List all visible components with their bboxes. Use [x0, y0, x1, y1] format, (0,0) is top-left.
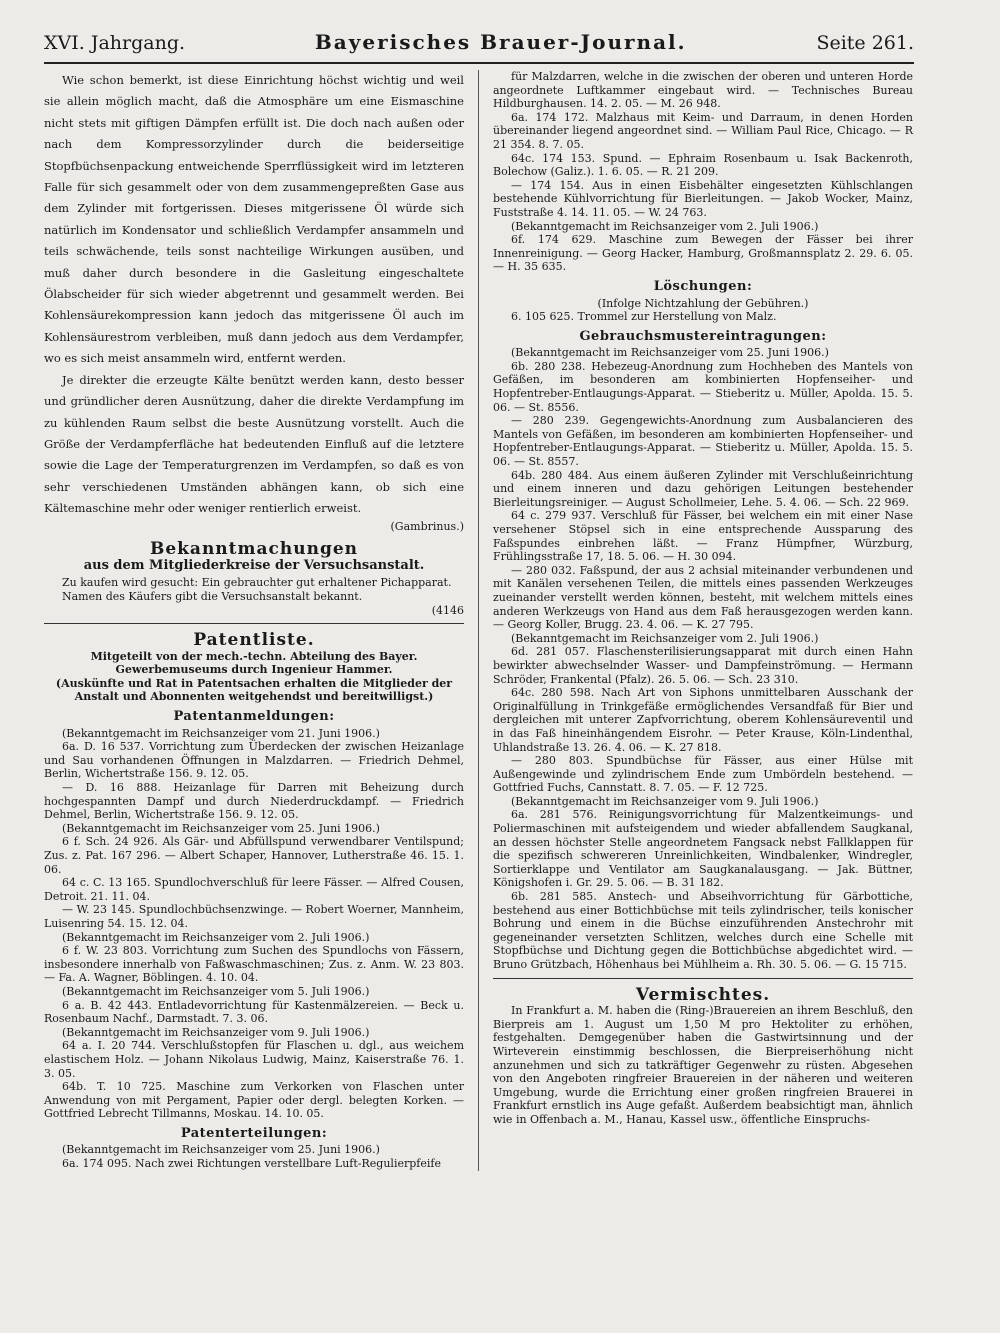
list-item: 64b. T. 10 725. Maschine zum Verkorken von Flaschen unter Anwendung von mit Pergament, Papier oder dergl. belegten Korken. — Gottfried Lebrecht Tillmanns, Moskau. 14. 10. 05.	[44, 1080, 464, 1121]
list-item: 64 c. C. 13 165. Spundlochverschluß für leere Fässer. — Alfred Cousen, Detroit. 21. 11. 04.	[44, 876, 464, 903]
list-item: 64c. 280 598. Nach Art von Siphons unmittelbaren Ausschank der Originalfüllung in Trinkgefäße ermöglichendes Versandfaß für Bier und dergleichen mit unterer Zapfvorrichtung, oberem Kohlensäureventil und in das Faß hineinhängendem Eisrohr. — Peter Krause, Köln-Lindenthal, Uhlandstraße 13. 26. 4. 06. — K. 27 818.	[493, 686, 913, 754]
list-item: 6b. 281 585. Anstech- und Abseihvorrichtung für Gärbottiche, bestehend aus einer Bottichbüchse mit teils zylindrischer, teils konischer Bohrung und einem in die Büchse einzuführenden Anstechrohr mit gegeneinander versetzten Schlitzen, welches durch eine Schelle mit Stopfbüchse und Dichtung gegen die Bottichbüchse abgedichtet wird. — Bruno Grützbach, Höhenhaus bei Mühlheim a. Rh. 30. 5. 06. — G. 15 715.	[493, 890, 913, 971]
page-header	[44, 30, 914, 64]
list-item: (Bekanntgemacht im Reichsanzeiger vom 2. Juli 1906.)	[511, 219, 819, 233]
list-item: 6 a. B. 42 443. Entladevorrichtung für Kastenmälzereien. — Beck u. Rosenbaum Nachf., Darmstadt. 7. 3. 06.	[44, 998, 464, 1026]
volume-label: XVI. Jahrgang.	[44, 32, 186, 54]
list-item: 6b. 280 238. Hebezeug-Anordnung zum Hochheben des Mantels von Gefäßen, im besonderen am kombinierten Hopfenseiher- und Hopfentreber-Entlaugungs-Apparat. — Stieberitz u. Müller, Apolda. 15. 5. 06. — St. 8556.	[493, 359, 913, 414]
divider	[44, 623, 464, 624]
announcements-subheading: aus dem Mitgliederkreise der Versuchsanstalt.	[83, 557, 425, 573]
list-item: (Bekanntgemacht im Reichsanzeiger vom 25. Juni 1906.)	[511, 346, 829, 360]
patent-list-heading: Patentliste.	[193, 630, 315, 651]
announcement-text: Zu kaufen wird gesucht: Ein gebrauchter gut erhaltener Pichapparat.	[62, 576, 452, 590]
patent-info-note: (Auskünfte und Rat in Patentsachen erhalten die Mitglieder der Anstalt und Abonnenten weitgehendst und bereitwilligst.)	[55, 676, 453, 704]
article-source: (Gambrinus.)	[390, 519, 464, 533]
list-item: — 280 803. Spundbüchse für Fässer, aus einer Hülse mit Außengewinde und zylindrischem Ende zum Umbördeln bestehend. — Gottfried Fuchs, Cannstatt. 8. 7. 05. — F. 12 725.	[493, 754, 913, 795]
page-number: Seite 261.	[816, 32, 914, 54]
patent-grants-heading: Patenterteilungen:	[180, 1125, 328, 1141]
list-item: (Bekanntgemacht im Reichsanzeiger vom 9. Juli 1906.)	[62, 1025, 370, 1039]
list-item: 6a. 281 576. Reinigungsvorrichtung für Malzentkeimungs- und Poliermaschinen mit aufsteigendem und wieder abfallendem Saugkanal, an dessen höchster Stelle angeordnetem Fangsack nebst Fallklappen für die spezifisch schwereren Unreinlichkeiten, Windbalenker, Windregler, Sortierklappe und Ventilator am Saugkanalausgang. — Jak. Büttner, Königshofen i. Gr. 29. 5. 06. — B. 31 182.	[493, 808, 913, 890]
list-item: (Bekanntgemacht im Reichsanzeiger vom 5. Juli 1906.)	[62, 984, 370, 998]
list-item: 6a. 174 172. Malzhaus mit Keim- und Darraum, in denen Horden übereinander liegend angeordnet sind. — William Paul Rice, Chicago. — R 21 354. 8. 7. 05.	[493, 110, 913, 151]
list-item: 6f. 174 629. Maschine zum Bewegen der Fässer bei ihrer Innenreinigung. — Georg Hacker, Hamburg, Großmannsplatz 2. 29. 6. 05. — H. 35 635.	[493, 233, 913, 274]
list-item: (Bekanntgemacht im Reichsanzeiger vom 25. Juni 1906.)	[62, 821, 380, 835]
list-item: 6a. D. 16 537. Vorrichtung zum Überdecken der zwischen Heizanlage und Sau vorhandenen Öffnungen in Malzdarren. — Friedrich Dehmel, Berlin, Wichertstraße 156. 9. 12. 05.	[44, 740, 464, 781]
list-item: 6 f. Sch. 24 926. Als Gär- und Abfüllspund verwendbarer Ventilspund; Zus. z. Pat. 167 296. — Albert Schaper, Hannover, Lutherstraße 46. 15. 1. 06.	[44, 835, 464, 876]
list-item: (Bekanntgemacht im Reichsanzeiger vom 2. Juli 1906.)	[62, 930, 370, 944]
utility-models-heading: Gebrauchsmustereintragungen:	[579, 328, 827, 344]
list-item: 64 a. I. 20 744. Verschlußstopfen für Flaschen u. dgl., aus weichem elastischem Holz. — Johann Nikolaus Ludwig, Mainz, Kaiserstraße 76. 1. 3. 05.	[44, 1039, 464, 1080]
journal-title: Bayerisches Brauer-Journal.	[314, 30, 687, 54]
list-item: für Malzdarren, welche in die zwischen der oberen und unteren Horde angeordnete Luftkammer eingebaut wird. — Technisches Bureau Hildburghausen. 14. 2. 05. — M. 26 948.	[493, 70, 913, 111]
list-item: — 280 032. Faßspund, der aus 2 achsial miteinander verbundenen und mit Kanälen versehenen Teilen, die mittels eines passenden Werkzeuges zueinander verstellt werden können, besteht, mit welchem mittels eines anderen Werkzeugs von Hand aus dem Faß herausgezogen werden kann. — Georg Koller, Brugg. 23. 4. 06. — K. 27 795.	[493, 563, 913, 632]
article-paragraph: Wie schon bemerkt, ist diese Einrichtung höchst wichtig und weil sie allein möglich macht, daß die Atmosphäre um eine Eismaschine nicht stets mit giftigen Dämpfen erfüllt ist. Die doch nach außen oder nach dem Kompressorzylinder durch die beiderseitige Stopfbüchsenpackung entweichende Sperrflüssigkeit wird im letzteren Falle für sich gesammelt oder von dem zusammengepreßten Gase aus dem Zylinder mit fortgerissen. Dieses mitgerissene Öl würde sich natürlich im Kondensator und schließlich Verdampfer ansammeln und teils schwächende, teils sonst nachteilige Wirkungen ausüben, und muß daher durch besondere in die Gasleitung eingeschaltete Ölabscheider für sich wieder abgetrennt und gesammelt werden. Bei Kohlensäurekompression kann jedoch das mitgerissene Öl auch im Kohlensäurestrom verbleiben, muß dann jedoch aus dem Verdampfer, wo es sich meist ansammeln wird, entfernt werden.	[44, 73, 464, 366]
list-item: — 280 239. Gegengewichts-Anordnung zum Ausbalancieren des Mantels von Gefäßen, im besonderen am kombinierten Hopfenseiher- und Hopfentreber-Entlaugungs-Apparat. — Stieberitz u. Müller, Apolda. 15. 5. 06. — St. 8557.	[493, 414, 913, 469]
list-item: — D. 16 888. Heizanlage für Darren mit Beheizung durch hochgespannten Dampf und durch Niederdruckdampf. — Friedrich Dehmel, Berlin, Wichertstraße 156. 9. 12. 05.	[44, 781, 464, 822]
list-item: — 174 154. Aus in einen Eisbehälter eingesetzten Kühlschlangen bestehende Kühlvorrichtung für Bierleitungen. — Jakob Wocker, Mainz, Fuststraße 4. 14. 11. 05. — W. 24 763.	[493, 178, 913, 219]
list-item: 64 c. 279 937. Verschluß für Fässer, bei welchem ein mit einer Nase versehener Stöpsel sich in eine entsprechende Aussparung des Faßspundes einbrehen läßt. — Franz Hümpfner, Würzburg, Frühlingsstraße 17, 18. 5. 06. — H. 30 094.	[493, 509, 913, 564]
left-column	[44, 70, 479, 1171]
list-item: (Bekanntgemacht im Reichsanzeiger vom 21. Juni 1906.)	[62, 726, 380, 740]
announcement-ref: (4146	[431, 603, 464, 617]
list-item: (Bekanntgemacht im Reichsanzeiger vom 25. Juni 1906.)	[62, 1143, 380, 1157]
article-paragraph: Je direkter die erzeugte Kälte benützt werden kann, desto besser und gründlicher deren Ausnützung, daher die direkte Verdampfung im zu kühlenden Raum selbst die beste Ausnützung vorstellt. Auch die Größe der Verdampferfläche hat bedeutenden Einfluß auf die letztere sowie die Lage der Temperaturgrenzen im Verdampfen, so daß es von sehr verschiedenen Umständen abhängen kann, ob sich eine Kältemaschine mehr oder weniger rentierlich erweist.	[44, 372, 464, 516]
list-item: 64b. 280 484. Aus einem äußeren Zylinder mit Verschlußeinrichtung und einem inneren und dazu gehörigen Leitungen bestehender Bierleitungsreiniger. — August Schollmeier, Lehe. 5. 4. 06. — Sch. 22 969.	[493, 468, 913, 509]
article-paragraph: In Frankfurt a. M. haben die (Ring-)Brauereien an ihrem Beschluß, den Bierpreis am 1. August um 1,50 M pro Hektoliter zu erhöhen, festgehalten. Demgegenüber haben die Gastwirtsinnung und der Wirteverein einstimmig beschlossen, die Bierpreiserhöhung nicht anzunehmen und sich zu tatkräftiger Gegenwehr zu rüsten. Abgesehen von den Angeboten ringfreier Brauereien in der näheren und weiteren Umgebung, wurde die Errichtung einer großen ringfreien Brauerei in Frankfurt ernstlich ins Auge gefaßt. Außerdem beabsichtigt man, ähnlich wie in Offenbach a. M., Hanau, Kassel usw., öffentliche Einspruchs-	[493, 1004, 913, 1126]
patent-applications-heading: Patentanmeldungen:	[173, 709, 335, 725]
columns	[44, 70, 914, 1171]
announcements-heading: Bekanntmachungen	[149, 539, 359, 560]
deletions-note: (Infolge Nichtzahlung der Gebühren.)	[597, 296, 809, 310]
list-item: 6. 105 625. Trommel zur Herstellung von Malz.	[511, 310, 777, 324]
list-item: — W. 23 145. Spundlochbüchsenzwinge. — Robert Woerner, Mannheim, Luisenring 54. 15. 12. 04.	[44, 903, 464, 930]
right-column	[479, 70, 913, 1171]
divider	[493, 978, 913, 979]
list-item: 6d. 281 057. Flaschensterilisierungsapparat mit durch einen Hahn bewirkter abwechselnder Wasser- und Dampfeinströmung. — Hermann Schröder, Frankental (Pfalz). 26. 5. 06. — Sch. 23 310.	[493, 645, 913, 686]
deletions-heading: Löschungen:	[653, 278, 753, 294]
announcement-text: Namen des Käufers gibt die Versuchsanstalt bekannt.	[62, 589, 363, 603]
patent-source-note: Mitgeteilt von der mech.-techn. Abteilung des Bayer. Gewerbemuseums durch Ingenieur Hammer.	[90, 649, 418, 677]
miscellaneous-heading: Vermischtes.	[635, 984, 771, 1005]
list-item: 64c. 174 153. Spund. — Ephraim Rosenbaum u. Isak Backenroth, Bolechow (Galiz.). 1. 6. 05. — R. 21 209.	[493, 151, 913, 179]
list-item: 6 f. W. 23 803. Vorrichtung zum Suchen des Spundlochs von Fässern, insbesondere innerhalb von Faßwaschmaschinen; Zus. z. Anm. W. 23 803. — Fa. A. Wagner, Böblingen. 4. 10. 04.	[44, 944, 464, 985]
list-item: (Bekanntgemacht im Reichsanzeiger vom 9. Juli 1906.)	[511, 794, 819, 808]
list-item: 6a. 174 095. Nach zwei Richtungen verstellbare Luft-Regulierpfeife	[62, 1157, 441, 1171]
list-item: (Bekanntgemacht im Reichsanzeiger vom 2. Juli 1906.)	[511, 631, 819, 645]
